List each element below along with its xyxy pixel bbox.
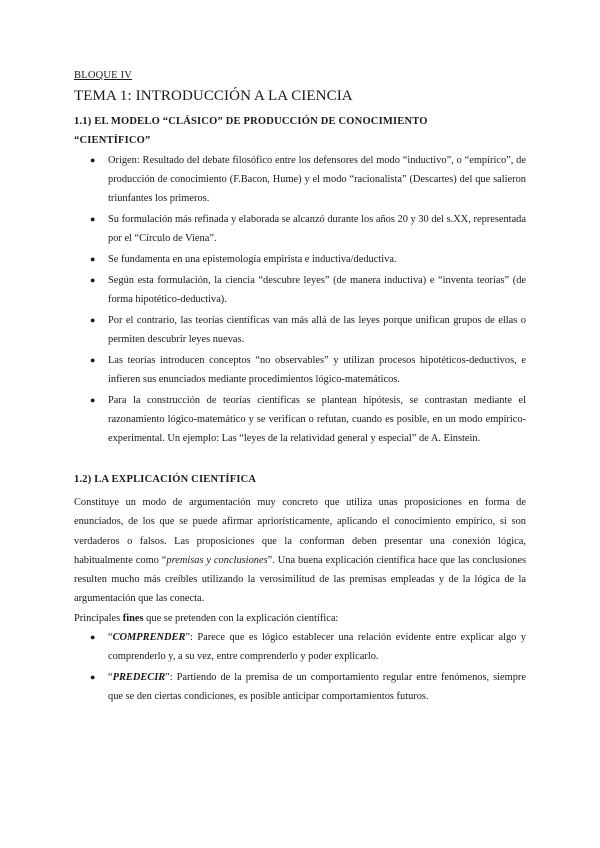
aims-intro (74, 609, 526, 628)
list-item-text: Por el contrario, las teorías científicas van más allá de las leyes porque unifican grupos de ellas o permiten descubrir leyes nuevas. (108, 315, 526, 345)
bullet-icon: ● (90, 275, 96, 285)
bullet-icon: ● (90, 254, 96, 264)
list-item (74, 271, 526, 309)
aims-intro-suffix: que se pretenden con la explicación científica: (143, 612, 339, 624)
bullet-icon: ● (90, 395, 96, 405)
section-1-bullet-list (74, 151, 526, 448)
list-item-text: Las teorías introducen conceptos “no observables” y utilizan procesos hipotéticos-deductivos, e infieren sus enunciados mediante procedimientos lógico-matemáticos. (108, 355, 526, 385)
aim-text: ”: Parece que es lógico establecer una relación evidente entre explicar algo y comprenderlo y, a su vez, entre comprenderlo y poder explicarlo. (108, 632, 526, 663)
document-content (74, 70, 526, 708)
aim-term: PREDECIR (112, 672, 166, 684)
paragraph-text-end: ”. Una buena explicación científica hace que las conclusiones resulten mucho más creíbles utilizando la verosimilitud de las premisas empleadas y de la lógica de la argumentación que las conecta. (74, 554, 526, 605)
bullet-icon: ● (90, 672, 96, 683)
bullet-icon: ● (90, 355, 96, 365)
topic-title: TEMA 1: INTRODUCCIÓN A LA CIENCIA (74, 88, 353, 104)
aim-open-quote: “ (108, 672, 113, 684)
section-1-title-line1: 1.1) EL MODELO “CLÁSICO” DE PRODUCCIÓN DE CONOCIMIENTO (74, 116, 428, 127)
aims-intro-bold: fines (122, 612, 144, 624)
list-item-text: Se fundamenta en una epistemología empirista e inductiva/deductiva. (108, 254, 397, 265)
bullet-icon: ● (90, 315, 96, 325)
block-heading: BLOQUE IV (74, 70, 133, 81)
section-2-paragraph (74, 493, 526, 609)
list-item (74, 668, 526, 706)
aims-list (74, 628, 526, 706)
list-item-text: Según esta formulación, la ciencia “descubre leyes” (de manera inductiva) e “inventa teorías” (de forma hipotético-deductiva). (108, 275, 526, 305)
list-item (74, 151, 526, 208)
section-1-title (74, 112, 526, 150)
aim-open-quote: “ (108, 632, 113, 644)
paragraph-text-start: Constituye un modo de argumentación muy concreto que utiliza unas proposiciones en forma de enunciados, de los que se puede afirmar apriorísticamente, aplicando el conocimiento empírico, si son verdaderos o falsos. Las proposiciones que la conforman deben presentar una conexión lógica, habitualmente como “ (74, 497, 526, 566)
list-item-text: Para la construcción de teorías científicas se plantean hipótesis, se contrastan mediante el razonamiento lógico-matemático y se verifican o refutan, cuando es posible, en un modo empírico-experimental. Un ejemplo: Las “leyes de la relatividad general y especial” de A. Einstein. (108, 395, 526, 444)
aim-text: ”: Partiendo de la premisa de un comportamiento regular entre fenómenos, siempre que se den ciertas condiciones, es posible anticipar comportamientos futuros. (108, 672, 526, 703)
list-item (74, 391, 526, 448)
list-item (74, 351, 526, 389)
list-item-text: Su formulación más refinada y elaborada se alcanzó durante los años 20 y 30 del s.XX, representada por el “Círculo de Viena”. (108, 214, 526, 244)
aims-intro-prefix: Principales (74, 612, 123, 624)
bullet-icon: ● (90, 155, 96, 165)
aim-term: COMPRENDER (112, 632, 186, 644)
section-2-title: 1.2) LA EXPLICACIÓN CIENTÍFICA (74, 474, 257, 485)
bullet-icon: ● (90, 214, 96, 224)
list-item-text: Origen: Resultado del debate filosófico entre los defensores del modo “inductivo”, o “empírico”, de producción de conocimiento (F.Bacon, Hume) y el modo “racionalista” (Descartes) del que salieron triunfantes los primeros. (108, 155, 526, 204)
list-item (74, 210, 526, 248)
list-item (74, 628, 526, 666)
list-item (74, 311, 526, 349)
paragraph-italic-term: premisas y conclusiones (166, 554, 268, 566)
list-item (74, 250, 526, 269)
section-1-title-line2: “CIENTÍFICO” (74, 135, 151, 146)
bullet-icon: ● (90, 632, 96, 643)
